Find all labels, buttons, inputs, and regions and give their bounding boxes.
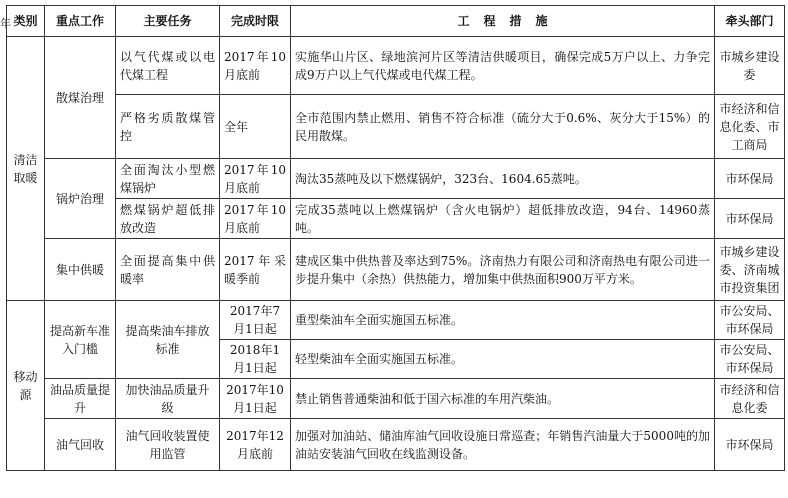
measure-cell: 加强对加油站、储油库油气回收设施日常巡查；年销售汽油量大于5000吨的加油站安装油气回收在线监测设备。 xyxy=(291,419,715,471)
key-work-cell: 油气回收 xyxy=(45,419,116,471)
deadline-cell: 2018年1月1日起 xyxy=(220,340,291,379)
deadline-cell: 2017年10月1日起 xyxy=(220,379,291,419)
measures-table xyxy=(6,5,785,471)
measure-cell: 淘汰35蒸吨及以下燃煤锅炉，323台、1604.65蒸吨。 xyxy=(291,159,715,199)
dept-cell: 市经济和信息化委 xyxy=(715,379,785,419)
measure-cell: 完成35蒸吨以上燃煤锅炉（含火电锅炉）超低排放改造，94台、14960蒸吨。 xyxy=(291,199,715,239)
header-category: 类别 xyxy=(7,6,45,37)
key-work-cell: 散煤治理 xyxy=(45,37,116,159)
header-measures: 工程措施 xyxy=(291,6,715,37)
dept-cell: 市环保局 xyxy=(715,159,785,199)
deadline-cell: 2017年10月底前 xyxy=(220,199,291,239)
measure-cell: 全市范围内禁止燃用、销售不符合标准（硫分大于0.6%、灰分大于15%）的民用散煤。 xyxy=(291,95,715,159)
task-cell: 全面淘汰小型燃煤锅炉 xyxy=(116,159,220,199)
dept-cell: 市公安局、市环保局 xyxy=(715,301,785,340)
table-row xyxy=(7,419,785,471)
deadline-cell: 2017年12月底前 xyxy=(220,419,291,471)
table-row xyxy=(7,239,785,301)
table-header-row xyxy=(7,6,785,37)
dept-cell: 市经济和信息化委、市工商局 xyxy=(715,95,785,159)
dept-cell: 市公安局、市环保局 xyxy=(715,340,785,379)
measure-cell: 轻型柴油车全面实施国五标准。 xyxy=(291,340,715,379)
dept-cell: 市环保局 xyxy=(715,419,785,471)
task-cell: 以气代煤或以电代煤工程 xyxy=(116,37,220,95)
measure-cell: 禁止销售普通柴油和低于国六标准的车用汽柴油。 xyxy=(291,379,715,419)
table-row xyxy=(7,301,785,340)
deadline-cell: 2017年10月底前 xyxy=(220,159,291,199)
task-cell: 提高柴油车排放标准 xyxy=(116,301,220,379)
dept-cell: 市城乡建设委、济南城市投资集团 xyxy=(715,239,785,301)
deadline-cell: 2017年7月1日起 xyxy=(220,301,291,340)
header-deadline: 完成时限 xyxy=(220,6,291,37)
key-work-cell: 集中供暖 xyxy=(45,239,116,301)
header-lead-dept: 牵头部门 xyxy=(715,6,785,37)
task-cell: 燃煤锅炉超低排放改造 xyxy=(116,199,220,239)
table-row xyxy=(7,159,785,199)
header-key-work: 重点工作 xyxy=(45,6,116,37)
task-cell: 严格劣质散煤管控 xyxy=(116,95,220,159)
dept-cell: 市城乡建设委 xyxy=(715,37,785,95)
task-cell: 全面提高集中供暖率 xyxy=(116,239,220,301)
table-row xyxy=(7,199,785,239)
category-cell: 移动源 xyxy=(7,301,45,471)
measure-cell: 建成区集中供热普及率达到75%。济南热力有限公司和济南热电有限公司进一步提升集中（余热）供热能力，增加集中供热面积900万平方米。 xyxy=(291,239,715,301)
table-row xyxy=(7,37,785,95)
deadline-cell: 2017年采暖季前 xyxy=(220,239,291,301)
task-cell: 加快油品质量升级 xyxy=(116,379,220,419)
key-work-cell: 油品质量提升 xyxy=(45,379,116,419)
measure-cell: 实施华山片区、绿地滨河片区等清洁供暖项目，确保完成5万户以上、力争完成9万户以上气代煤或电代煤工程。 xyxy=(291,37,715,95)
key-work-cell: 锅炉治理 xyxy=(45,159,116,239)
deadline-cell: 2017年10月底前 xyxy=(220,37,291,95)
page-edge-character: 年 xyxy=(0,17,11,30)
dept-cell: 市环保局 xyxy=(715,199,785,239)
category-cell: 清洁取暖 xyxy=(7,37,45,301)
key-work-cell: 提高新车准入门槛 xyxy=(45,301,116,379)
header-main-task: 主要任务 xyxy=(116,6,220,37)
measure-cell: 重型柴油车全面实施国五标准。 xyxy=(291,301,715,340)
table-row xyxy=(7,379,785,419)
task-cell: 油气回收装置使用监管 xyxy=(116,419,220,471)
deadline-cell: 全年 xyxy=(220,95,291,159)
table-row xyxy=(7,95,785,159)
